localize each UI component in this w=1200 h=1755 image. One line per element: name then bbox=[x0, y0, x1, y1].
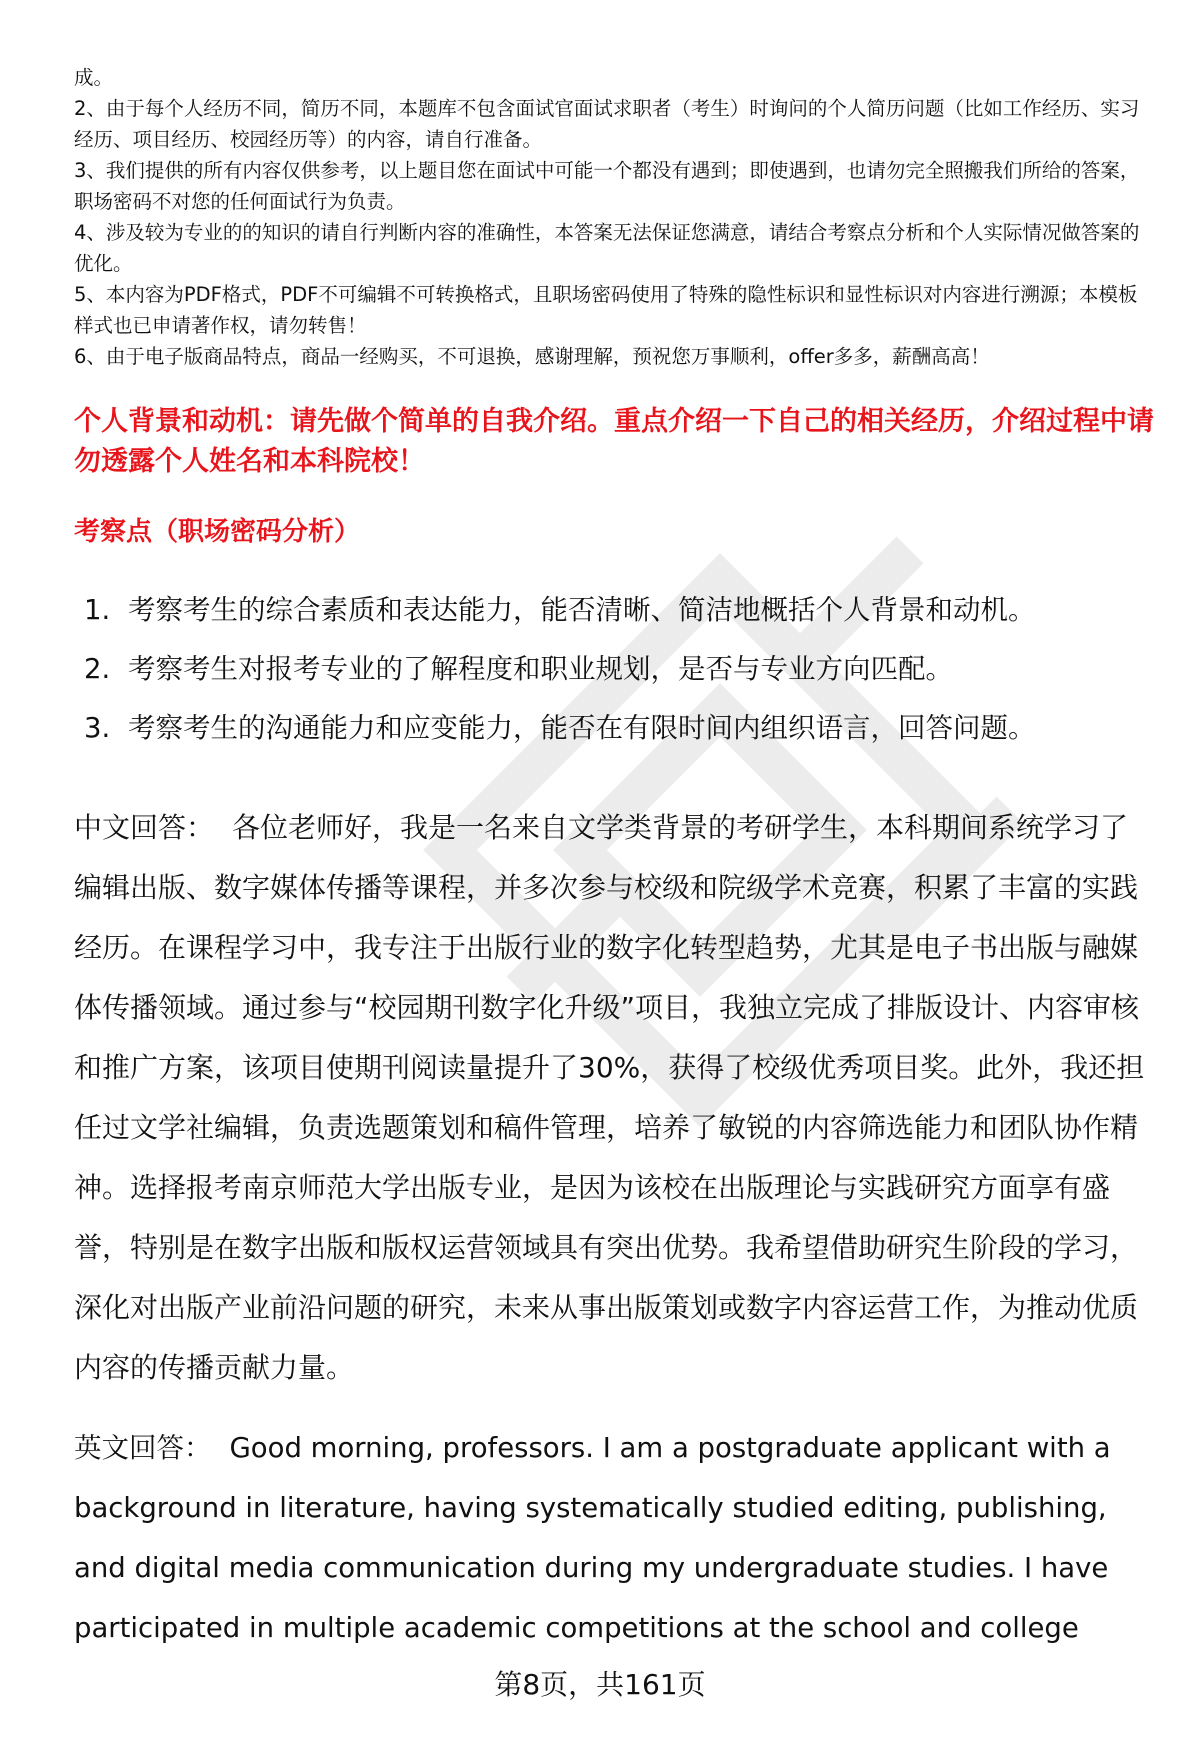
kaochadian-title: 考察点（职场密码分析） bbox=[74, 517, 361, 547]
list-item-number: 2. bbox=[84, 653, 111, 685]
list-item bbox=[84, 708, 1164, 748]
chinese-answer-text: 各位老师好，我是一名来自文学类背景的考研学生，本科期间系统学习了编辑出版、数字媒体传播等课程，并多次参与校级和院级学术竞赛，积累了丰富的实践经历。在课程学习中，我专注于出版行业的数字化转型趋势，尤其是电子书出版与融媒体传播领域。通过参与“校园期刊数字化升级”项目，我独立完成了排版设计、内容审核和推广方案，该项目使期刊阅读量提升了30%，获得了校级优秀项目奖。此外，我还担任过文学社编辑，负责选题策划和稿件管理，培养了敏锐的内容筛选能力和团队协作精神。选择报考南京师范大学出版专业，是因为该校在出版理论与实践研究方面享有盛誉，特别是在数字出版和版权运营领域具有突出优势。我希望借助研究生阶段的学习，深化对出版产业前沿问题的研究，未来从事出版策划或数字内容运营工作，为推动优质内容的传播贡献力量。 bbox=[74, 811, 1145, 1384]
english-answer-text: Good morning, professors. I am a postgraduate applicant with a background in literature, having systematically studied editing, publishing, and digital media communication during my undergraduate studies. I have participated in multiple academic competitions at the school and college bbox=[74, 1432, 1111, 1644]
english-answer bbox=[74, 1418, 1164, 1658]
chinese-answer-label: 中文回答： bbox=[74, 811, 215, 844]
note-line: 5、本内容为PDF格式，PDF不可编辑不可转换格式，且职场密码使用了特殊的隐性标识和显性标识对内容进行溯源；本模板样式也已申请著作权，请勿转售！ bbox=[74, 283, 1138, 337]
list-item bbox=[84, 590, 1164, 630]
list-item-number: 1. bbox=[84, 594, 111, 626]
list-item bbox=[84, 649, 1164, 689]
english-answer-label: 英文回答： bbox=[74, 1432, 212, 1464]
page-footer: 第8页，共161页 bbox=[494, 1668, 706, 1701]
chinese-answer bbox=[74, 798, 1154, 1398]
question-heading: 个人背景和动机：请先做个简单的自我介绍。重点介绍一下自己的相关经历，介绍过程中请勿透露个人姓名和本科院校！ bbox=[74, 406, 1154, 477]
note-line: 3、我们提供的所有内容仅供参考，以上题目您在面试中可能一个都没有遇到；即使遇到，也请勿完全照搬我们所给的答案，职场密码不对您的任何面试行为负责。 bbox=[74, 159, 1140, 213]
list-item-number: 3. bbox=[84, 712, 111, 744]
list-item-text: 考察考生对报考专业的了解程度和职业规划，是否与专业方向匹配。 bbox=[128, 653, 953, 685]
list-item-text: 考察考生的综合素质和表达能力，能否清晰、简洁地概括个人背景和动机。 bbox=[128, 594, 1036, 626]
list-item-text: 考察考生的沟通能力和应变能力，能否在有限时间内组织语言，回答问题。 bbox=[128, 712, 1036, 744]
note-line: 6、由于电子版商品特点，商品一经购买，不可退换，感谢理解，预祝您万事顺利，offer多多，薪酬高高！ bbox=[74, 345, 990, 368]
note-line: 4、涉及较为专业的的知识的请自行判断内容的准确性，本答案无法保证您满意，请结合考察点分析和个人实际情况做答案的优化。 bbox=[74, 221, 1140, 275]
note-line: 成。 bbox=[74, 66, 114, 89]
note-line: 2、由于每个人经历不同，简历不同，本题库不包含面试官面试求职者（考生）时询问的个人简历问题（比如工作经历、实习经历、项目经历、校园经历等）的内容，请自行准备。 bbox=[74, 97, 1140, 151]
notes-section bbox=[74, 62, 1154, 372]
kaochadian-list bbox=[84, 590, 1164, 767]
